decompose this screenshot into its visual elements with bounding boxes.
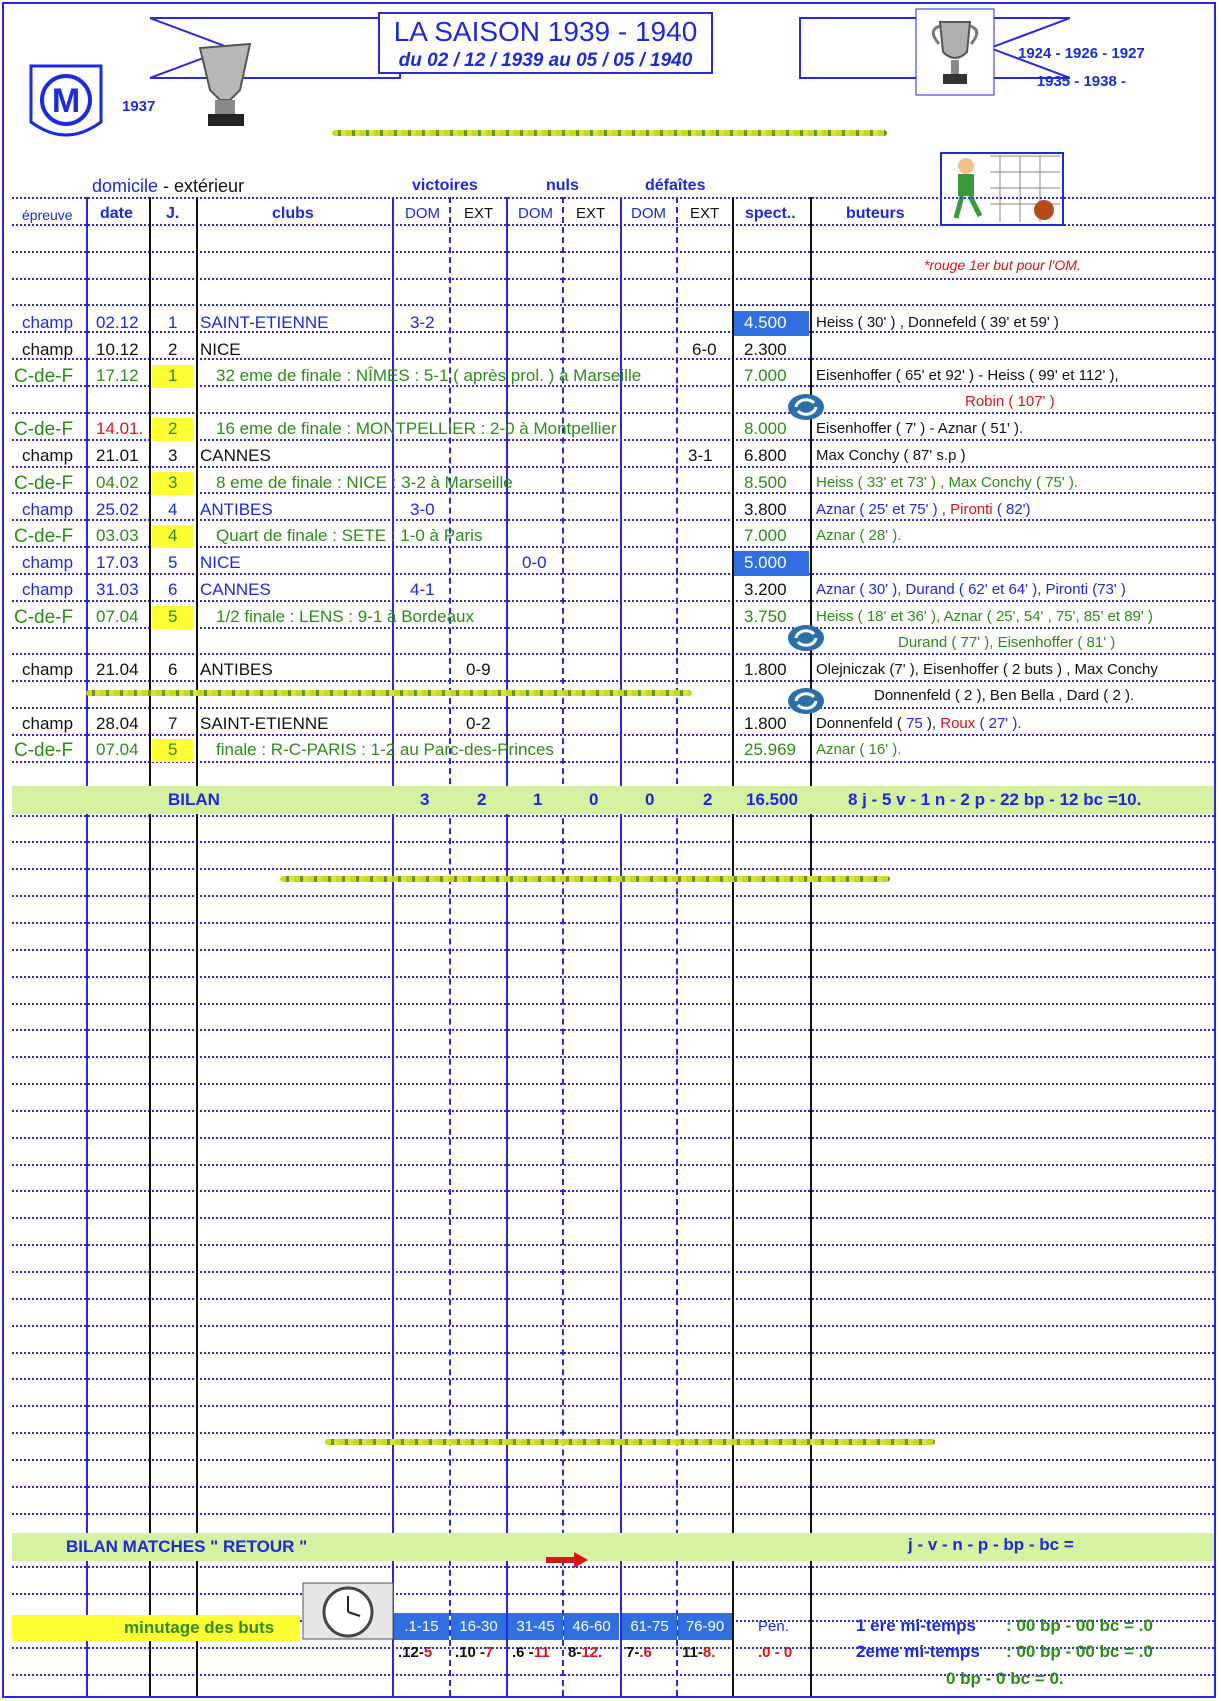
scorers-continued: Donnenfeld ( 2 ), Ben Bella , Dard ( 2 ). bbox=[874, 687, 1135, 704]
grid-row-line bbox=[12, 1137, 1214, 1139]
bilan-def-dom: 0 bbox=[645, 790, 655, 809]
trophy-left-icon bbox=[180, 40, 270, 132]
match-date: 14.01. bbox=[96, 419, 144, 438]
goal-scorers bbox=[816, 661, 1158, 678]
grid-column-line bbox=[676, 197, 678, 1696]
grid-row-line bbox=[12, 1164, 1214, 1166]
header-j: J. bbox=[166, 205, 180, 222]
grid-row-line bbox=[12, 1566, 1214, 1568]
opponent-club: NICE bbox=[200, 340, 241, 359]
grid-column-line bbox=[149, 197, 151, 1696]
minute-goal-counts bbox=[512, 1644, 550, 1661]
goals-against: 11 bbox=[533, 1644, 550, 1661]
match-score: 0-9 bbox=[466, 660, 491, 679]
minute-goal-counts bbox=[568, 1644, 602, 1661]
grid-row-line bbox=[12, 197, 1214, 199]
grid-row-line bbox=[12, 1110, 1214, 1112]
matchday-number: 5 bbox=[168, 553, 178, 572]
grid-row-line bbox=[12, 331, 1214, 333]
page-subtitle: du 02 / 12 / 1939 au 05 / 05 / 1940 bbox=[398, 50, 693, 71]
header-nuls: nuls bbox=[546, 177, 579, 194]
grid-row-line bbox=[12, 304, 1214, 306]
matchday-number: 4 bbox=[168, 500, 178, 519]
matchday-number: 2 bbox=[168, 340, 178, 359]
attendance: 25.969 bbox=[744, 740, 796, 759]
scorer-segment: Max Conchy ( 87' s.p ) bbox=[816, 447, 966, 464]
match-score: 3-2 bbox=[410, 313, 435, 332]
header-defaites: défaîtes bbox=[645, 177, 706, 194]
goalkeeper-illustration-icon bbox=[940, 152, 1064, 226]
bilan-retour-summary: j - v - n - p - bp - bc = bbox=[908, 1535, 1074, 1554]
bilan-retour-label: BILAN MATCHES " RETOUR " bbox=[66, 1537, 308, 1556]
cup-match-description: 16 eme de finale : MONTPELLIER : 2-0 à Montpellier bbox=[216, 419, 617, 438]
grid-row-line bbox=[12, 278, 1214, 280]
goals-against: 7 bbox=[485, 1644, 494, 1661]
red-first-goal-note: *rouge 1er but pour l'OM. bbox=[924, 257, 1081, 273]
match-score: 0-0 bbox=[522, 553, 547, 572]
grid-row-line bbox=[12, 1298, 1214, 1300]
goals-for: .6 - bbox=[512, 1644, 534, 1661]
minute-range-cell: 46-60 bbox=[564, 1613, 619, 1640]
grid-row-line bbox=[12, 1432, 1214, 1434]
venue-separator: - bbox=[158, 176, 175, 196]
scorer-segment: Aznar ( 30' ), Durand ( 62' et 64' ), Pironti (73' ) bbox=[816, 581, 1126, 598]
goal-scorers bbox=[816, 447, 966, 464]
competition-label: champ bbox=[22, 340, 74, 359]
match-date: 04.02 bbox=[96, 473, 139, 492]
minute-goal-counts bbox=[398, 1644, 432, 1661]
attendance: 6.800 bbox=[744, 446, 787, 465]
red-arrow-icon bbox=[546, 1552, 588, 1568]
scorer-segment: Heiss ( 30' ) , Donnefeld ( 39' et 59' ) bbox=[816, 314, 1059, 331]
grid-row-line bbox=[12, 1352, 1214, 1354]
attendance: 3.800 bbox=[744, 500, 787, 519]
opponent-club: CANNES bbox=[200, 446, 271, 465]
competition-label: C-de-F bbox=[14, 526, 74, 547]
cup-match-description: 8 eme de finale : NICE : 3-2 à Marseille bbox=[216, 473, 513, 492]
goals-against: 8. bbox=[702, 1644, 716, 1661]
minute-range-cell: 76-90 bbox=[678, 1613, 732, 1640]
grid-row-line bbox=[12, 1003, 1214, 1005]
scorer-segment: Heiss ( 33' et 73' ) , Max Conchy ( 75' ). bbox=[816, 474, 1079, 491]
header-nul-ext: EXT bbox=[576, 205, 606, 222]
titles-years-line-2: 1935 - 1938 - bbox=[1036, 73, 1126, 90]
attendance: 1.800 bbox=[744, 714, 787, 733]
matchday-number: 1 bbox=[168, 366, 178, 385]
venue-legend bbox=[92, 176, 244, 197]
attendance: 3.750 bbox=[744, 607, 787, 626]
competition-label: champ bbox=[22, 660, 74, 679]
match-date: 10.12 bbox=[96, 340, 139, 359]
grid-row-line bbox=[12, 466, 1214, 468]
attendance: 4.500 bbox=[744, 313, 787, 332]
match-date: 17.03 bbox=[96, 553, 139, 572]
header-buteurs: buteurs bbox=[846, 205, 905, 222]
grid-row-line bbox=[12, 1513, 1214, 1515]
matchday-number: 3 bbox=[168, 446, 178, 465]
goal-scorers bbox=[816, 367, 1119, 384]
divider-squiggle-top bbox=[332, 130, 887, 136]
matchday-number: 6 bbox=[168, 660, 178, 679]
grid-row-line bbox=[12, 1190, 1214, 1192]
grid-row-line bbox=[12, 1378, 1214, 1380]
venue-home-label: domicile bbox=[92, 176, 159, 196]
grid-row-line bbox=[12, 1217, 1214, 1219]
bilan-def-ext: 2 bbox=[703, 790, 713, 809]
second-half-label: 2eme mi-temps bbox=[856, 1642, 980, 1661]
minute-goal-counts bbox=[682, 1644, 715, 1661]
grid-row-line bbox=[12, 1459, 1214, 1461]
goal-scorers bbox=[816, 741, 901, 758]
match-date: 25.02 bbox=[96, 500, 139, 519]
grid-row-line bbox=[12, 868, 1214, 870]
match-date: 21.01 bbox=[96, 446, 139, 465]
pen-count: .0 - 0 bbox=[758, 1644, 793, 1661]
grid-row-line bbox=[12, 707, 1214, 709]
grid-row-line bbox=[12, 1056, 1214, 1058]
match-date: 02.12 bbox=[96, 313, 139, 332]
competition-label: C-de-F bbox=[14, 473, 74, 494]
svg-text:M: M bbox=[51, 82, 81, 120]
refresh-arrows-icon bbox=[786, 392, 826, 422]
scorer-segment: Heiss ( 18' et 36' ), Aznar ( 25', 54' , 75', 85' et 89' ) bbox=[816, 608, 1153, 625]
minute-range-cell: .1-15 bbox=[394, 1613, 449, 1640]
competition-label: C-de-F bbox=[14, 740, 74, 761]
grid-row-line bbox=[12, 1271, 1214, 1273]
header-def-dom: DOM bbox=[631, 205, 666, 222]
goal-scorers bbox=[816, 314, 1059, 331]
opponent-club: CANNES bbox=[200, 580, 271, 599]
scorer-segment: Eisenhoffer ( 7' ) - Aznar ( 51' ). bbox=[816, 420, 1024, 437]
grid-row-line bbox=[12, 224, 1214, 226]
match-score: 0-2 bbox=[466, 714, 491, 733]
grid-row-line bbox=[12, 1244, 1214, 1246]
grid-row-line bbox=[12, 1325, 1214, 1327]
match-date: 28.04 bbox=[96, 714, 139, 733]
goals-for: 7- bbox=[626, 1644, 640, 1661]
minute-range-cell: 16-30 bbox=[451, 1613, 506, 1640]
goal-scorers bbox=[816, 501, 1031, 518]
grid-row-line bbox=[12, 680, 1214, 682]
grid-row-line bbox=[12, 949, 1214, 951]
bilan-vic-ext: 2 bbox=[477, 790, 487, 809]
competition-label: C-de-F bbox=[14, 419, 74, 440]
matchday-number: 3 bbox=[168, 473, 178, 492]
grid-row-line bbox=[12, 1029, 1214, 1031]
scorer-segment: ), bbox=[922, 715, 941, 732]
refresh-arrows-icon bbox=[786, 623, 826, 653]
grid-row-line bbox=[12, 1486, 1214, 1488]
grid-row-line bbox=[12, 519, 1214, 521]
scorer-segment: Olejniczak (7' ), Eisenhoffer ( 2 buts ) , Max Conchy bbox=[816, 661, 1158, 678]
opponent-club: ANTIBES bbox=[200, 660, 273, 679]
grid-column-line bbox=[196, 197, 198, 1696]
first-half-value: : 00 bp - 00 bc = .0 bbox=[1006, 1616, 1153, 1635]
refresh-arrows-icon bbox=[786, 686, 826, 716]
goal-scorers bbox=[816, 715, 1022, 732]
competition-label: champ bbox=[22, 446, 74, 465]
divider-squiggle-middle bbox=[280, 876, 890, 882]
cup-match-description: Quart de finale : SETE : 1-0 à Paris bbox=[216, 526, 483, 545]
grid-row-line bbox=[12, 600, 1214, 602]
attendance: 8.500 bbox=[744, 473, 787, 492]
grid-column-line bbox=[86, 197, 88, 1696]
match-date: 07.04 bbox=[96, 740, 139, 759]
cup-match-description: 1/2 finale : LENS : 9-1 à Bordeaux bbox=[216, 607, 474, 626]
cup-match-description: 32 eme de finale : NÎMES : 5-1 ( après prol. ) à Marseille bbox=[216, 366, 642, 385]
attendance: 1.800 bbox=[744, 660, 787, 679]
goals-against: 5 bbox=[423, 1644, 433, 1661]
stopwatch-icon bbox=[302, 1582, 394, 1640]
bilan-summary: 8 j - 5 v - 1 n - 2 p - 22 bp - 12 bc =10. bbox=[848, 790, 1142, 809]
matchday-number: 2 bbox=[168, 419, 178, 438]
first-half-label: 1 ere mi-temps bbox=[856, 1616, 976, 1635]
opponent-club: NICE bbox=[200, 553, 241, 572]
header-epreuve: épreuve bbox=[22, 207, 73, 223]
trophy-right-icon bbox=[915, 8, 995, 96]
match-score: 4-1 bbox=[410, 580, 435, 599]
matchday-number: 6 bbox=[168, 580, 178, 599]
header-clubs: clubs bbox=[272, 205, 314, 222]
header-vic-dom: DOM bbox=[405, 205, 440, 222]
scorer-segment: Pironti bbox=[950, 501, 993, 518]
scorer-segment: ( 82') bbox=[992, 501, 1031, 518]
attendance: 8.000 bbox=[744, 419, 787, 438]
scorer-segment: Aznar ( 16' ). bbox=[816, 741, 902, 758]
bilan-label: BILAN bbox=[168, 790, 220, 809]
competition-label: champ bbox=[22, 313, 74, 332]
scorer-segment: 75 bbox=[906, 715, 923, 732]
opponent-club: SAINT-ETIENNE bbox=[200, 714, 329, 733]
grid-row-line bbox=[12, 653, 1214, 655]
grid-row-line bbox=[12, 1405, 1214, 1407]
minute-goal-counts bbox=[626, 1644, 652, 1661]
matchday-number: 1 bbox=[168, 313, 178, 332]
grid-row-line bbox=[12, 734, 1214, 736]
scorers-continued: Robin ( 107' ) bbox=[965, 393, 1055, 410]
second-half-value: : 00 bp - 00 bc = .0 bbox=[1006, 1642, 1153, 1661]
grid-row-line bbox=[12, 976, 1214, 978]
bilan-nul-dom: 1 bbox=[533, 790, 543, 809]
grid-row-line bbox=[12, 841, 1214, 843]
goal-scorers bbox=[816, 474, 1078, 491]
header-nul-dom: DOM bbox=[518, 205, 553, 222]
page-title: LA SAISON 1939 - 1940 bbox=[393, 16, 698, 47]
goals-against: 12. bbox=[581, 1644, 603, 1661]
grid-row-line bbox=[12, 358, 1214, 360]
grid-row-line bbox=[12, 895, 1214, 897]
grid-row-line bbox=[12, 1593, 1214, 1595]
goals-for: .12- bbox=[398, 1644, 424, 1661]
scorers-continued: Durand ( 77' ), Eisenhoffer ( 81' ) bbox=[898, 634, 1116, 651]
minute-range-cell: 31-45 bbox=[508, 1613, 563, 1640]
matchday-number: 5 bbox=[168, 740, 178, 759]
competition-label: champ bbox=[22, 714, 74, 733]
venue-away-label: extérieur bbox=[174, 176, 245, 196]
goals-for: 11- bbox=[682, 1644, 703, 1661]
minutage-total: 0 bp - 0 bc = 0. bbox=[946, 1669, 1064, 1688]
goals-for: 8- bbox=[568, 1644, 582, 1661]
attendance: 5.000 bbox=[744, 553, 787, 572]
header-spect: spect.. bbox=[745, 205, 796, 222]
grid-row-line bbox=[12, 412, 1214, 414]
opponent-club: SAINT-ETIENNE bbox=[200, 313, 329, 332]
goals-against: .6 bbox=[639, 1644, 652, 1661]
header-vic-ext: EXT bbox=[464, 205, 494, 222]
match-date: 17.12 bbox=[96, 366, 139, 385]
header-date: date bbox=[100, 205, 133, 222]
competition-label: champ bbox=[22, 580, 74, 599]
goals-for: .10 - bbox=[455, 1644, 486, 1661]
scorer-segment: Aznar ( 25' et 75' ) , bbox=[816, 501, 951, 518]
opponent-club: ANTIBES bbox=[200, 500, 273, 519]
scorer-segment: Donnenfeld ( bbox=[816, 715, 907, 732]
header-def-ext: EXT bbox=[690, 205, 720, 222]
titles-years bbox=[1018, 40, 1145, 96]
bilan-spect: 16.500 bbox=[746, 790, 798, 809]
goal-scorers bbox=[816, 527, 901, 544]
match-date: 07.04 bbox=[96, 607, 139, 626]
bilan-nul-ext: 0 bbox=[589, 790, 599, 809]
title-box bbox=[378, 12, 713, 74]
divider-squiggle-lower bbox=[325, 1439, 935, 1445]
match-date: 31.03 bbox=[96, 580, 139, 599]
attendance: 7.000 bbox=[744, 366, 787, 385]
match-score: 3-0 bbox=[410, 500, 435, 519]
minute-goal-counts bbox=[455, 1644, 493, 1661]
grid-column-line bbox=[732, 197, 734, 1696]
scorer-segment: Eisenhoffer ( 65' et 92' ) - Heiss ( 99' et 112' ), bbox=[816, 367, 1119, 384]
grid-column-line bbox=[620, 197, 622, 1696]
om-logo-icon bbox=[27, 62, 105, 148]
matchday-number: 4 bbox=[168, 526, 178, 545]
grid-row-line bbox=[12, 815, 1214, 817]
competition-label: C-de-F bbox=[14, 607, 74, 628]
goal-scorers bbox=[816, 420, 1023, 437]
grid-row-line bbox=[12, 922, 1214, 924]
pen-label: Pen. bbox=[758, 1618, 789, 1635]
match-score: 6-0 bbox=[692, 340, 717, 359]
matchday-number: 7 bbox=[168, 714, 178, 733]
bilan-vic-dom: 3 bbox=[420, 790, 430, 809]
match-date: 03.03 bbox=[96, 526, 139, 545]
divider-squiggle-row bbox=[86, 690, 692, 696]
scorer-segment: Aznar ( 28' ). bbox=[816, 527, 902, 544]
goal-scorers bbox=[816, 581, 1126, 598]
minutage-label: minutage des buts bbox=[124, 1618, 275, 1637]
matchday-number: 5 bbox=[168, 607, 178, 626]
competition-label: champ bbox=[22, 553, 74, 572]
grid-row-line bbox=[12, 251, 1214, 253]
minute-range-cell: 61-75 bbox=[622, 1613, 677, 1640]
match-score: 3-1 bbox=[688, 446, 713, 465]
year-1937: 1937 bbox=[122, 98, 156, 115]
grid-row-line bbox=[12, 573, 1214, 575]
titles-years-line-1: 1924 - 1926 - 1927 bbox=[1018, 45, 1145, 62]
match-date: 21.04 bbox=[96, 660, 139, 679]
attendance: 2.300 bbox=[744, 340, 787, 359]
attendance: 3.200 bbox=[744, 580, 787, 599]
competition-label: C-de-F bbox=[14, 366, 74, 387]
grid-row-line bbox=[12, 1083, 1214, 1085]
goal-scorers bbox=[816, 608, 1153, 625]
scorer-segment: Roux bbox=[940, 715, 976, 732]
header-victoires: victoires bbox=[412, 177, 478, 194]
competition-label: champ bbox=[22, 500, 74, 519]
attendance: 7.000 bbox=[744, 526, 787, 545]
scorer-segment: ( 27' ). bbox=[975, 715, 1022, 732]
cup-match-description: finale : R-C-PARIS : 1-2 au Parc-des-Princes bbox=[216, 740, 554, 759]
